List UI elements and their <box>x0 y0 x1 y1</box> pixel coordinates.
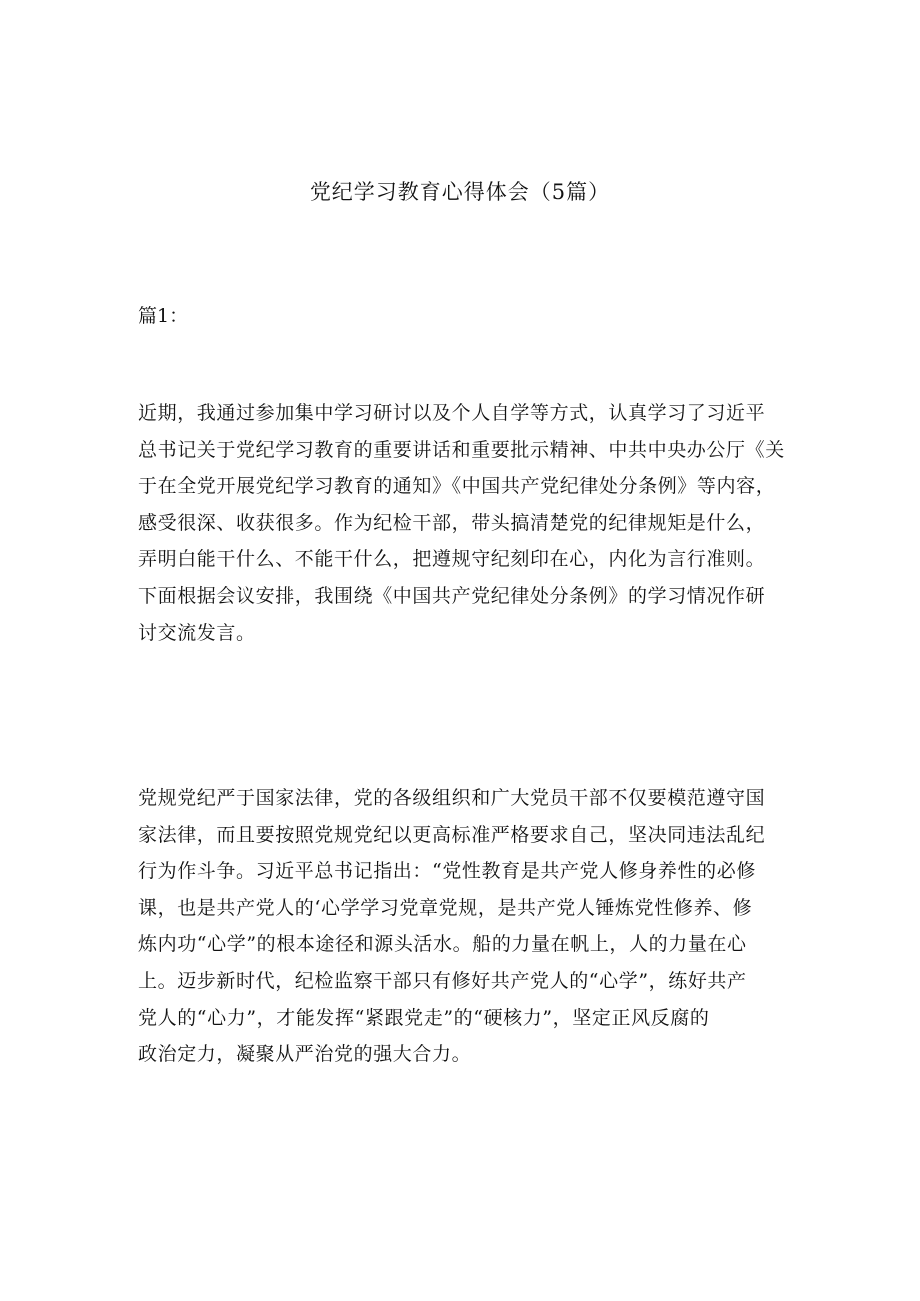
paragraph-line: 总书记关于党纪学习教育的重要讲话和重要批示精神、中共中央办公厅《关 <box>138 438 785 461</box>
paragraph-line: 于在全党开展党纪学习教育的通知》《中国共产党纪律处分条例》等内容， <box>138 475 776 498</box>
paragraph-line: 弄明白能干什么、不能干什么，把遵规守纪刻印在心，内化为言行准则。 <box>138 548 766 571</box>
paragraph-line: 行为作斗争。习近平总书记指出：“党性教育是共产党人修身养性的必修 <box>138 860 756 883</box>
paragraph-line: 政治定力，凝聚从严治党的强大合力。 <box>138 1043 472 1066</box>
paragraph-line: 上。迈步新时代，纪检监察干部只有修好共产党人的“心学”，练好共产 <box>138 969 747 992</box>
paragraph-line: 课，也是共产党人的‘心学学习党章党规，是共产党人锤炼党性修养、修 <box>138 896 753 919</box>
paragraph-line: 下面根据会议安排，我围绕《中国共产党纪律处分条例》的学习情况作研 <box>138 584 766 607</box>
paragraph-line: 家法律，而且要按照党规党纪以更高标准严格要求自己，坚决同违法乱纪 <box>138 823 766 846</box>
paragraph-2 <box>138 780 798 1073</box>
paragraph-line: 炼内功“心学”的根本途径和源头活水。船的力量在帆上，人的力量在心 <box>138 933 747 956</box>
paragraph-line: 讨交流发言。 <box>138 621 256 644</box>
paragraph-line: 党规党纪严于国家法律，党的各级组织和广大党员干部不仅要模范遵守国 <box>138 787 766 809</box>
paragraph-line: 近期，我通过参加集中学习研讨以及个人自学等方式，认真学习了习近平 <box>138 402 766 424</box>
document-title: 党纪学习教育心得体会（5篇） <box>309 180 611 204</box>
paragraph-1 <box>138 395 798 651</box>
paragraph-line: 感受很深、收获很多。作为纪检干部，带头搞清楚党的纪律规矩是什么， <box>138 511 766 534</box>
paragraph-line: 党人的“心力”，才能发挥“紧跟党走”的“硬核力”，坚定正风反腐的 <box>138 1006 710 1029</box>
section-label: 篇1： <box>138 305 189 327</box>
